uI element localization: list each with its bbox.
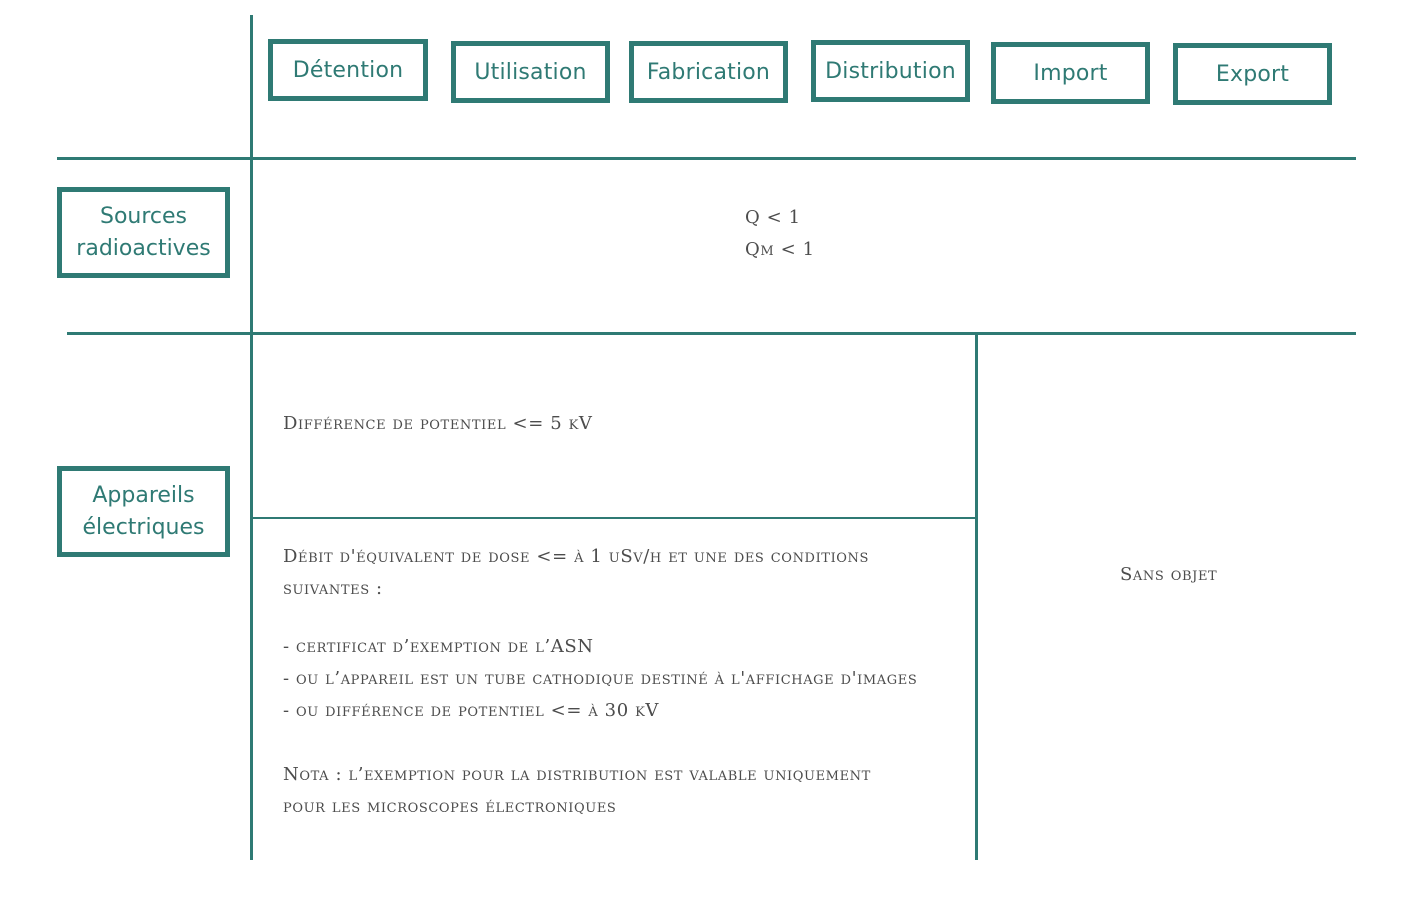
row-header-sources bbox=[57, 187, 230, 278]
appareils-condition-upper: Différence de potentiel <= 5 kV bbox=[283, 413, 593, 434]
lower-note-line1: Nota : l’exemption pour la distribution est valable uniquement bbox=[283, 764, 871, 785]
row-header-appareils-line1: Appareils bbox=[92, 482, 195, 508]
row-header-sources-line2: radioactives bbox=[76, 235, 211, 261]
lower-note-line2: pour les microscopes électroniques bbox=[283, 796, 617, 817]
lower-item-3: - ou différence de potentiel <= à 30 kV bbox=[283, 700, 659, 721]
sources-condition bbox=[745, 202, 815, 266]
row-header-appareils bbox=[57, 466, 230, 557]
lower-item-1: - certificat d’exemption de l’ASN bbox=[283, 636, 594, 657]
row-header-sources-line1: Sources bbox=[99, 203, 188, 229]
lower-intro-line1: Débit d'équivalent de dose <= à 1 uSv/h et une des conditions bbox=[283, 546, 870, 567]
horizontal-divider-header bbox=[57, 157, 1356, 160]
sources-condition-q: Q < 1 bbox=[745, 207, 801, 228]
lower-item-2: - ou l’appareil est un tube cathodique destiné à l'affichage d'images bbox=[283, 668, 918, 689]
horizontal-divider-appareils bbox=[253, 517, 976, 519]
row-header-appareils-line2: électriques bbox=[82, 514, 205, 540]
vertical-divider-main bbox=[250, 15, 253, 860]
column-header-fabrication: Fabrication bbox=[629, 41, 788, 103]
import-export-sans-objet: Sans objet bbox=[1120, 564, 1218, 585]
column-header-distribution: Distribution bbox=[811, 40, 970, 102]
sources-condition-qm: Qm < 1 bbox=[745, 239, 815, 260]
column-header-export: Export bbox=[1173, 43, 1332, 105]
column-header-detention: Détention bbox=[268, 39, 428, 101]
vertical-divider-appareils bbox=[975, 334, 978, 860]
horizontal-divider-sources bbox=[67, 332, 1356, 335]
column-header-import: Import bbox=[991, 42, 1150, 104]
appareils-condition-lower bbox=[283, 541, 917, 823]
column-header-utilisation: Utilisation bbox=[451, 41, 610, 103]
lower-intro-line2: suivantes : bbox=[283, 578, 383, 599]
